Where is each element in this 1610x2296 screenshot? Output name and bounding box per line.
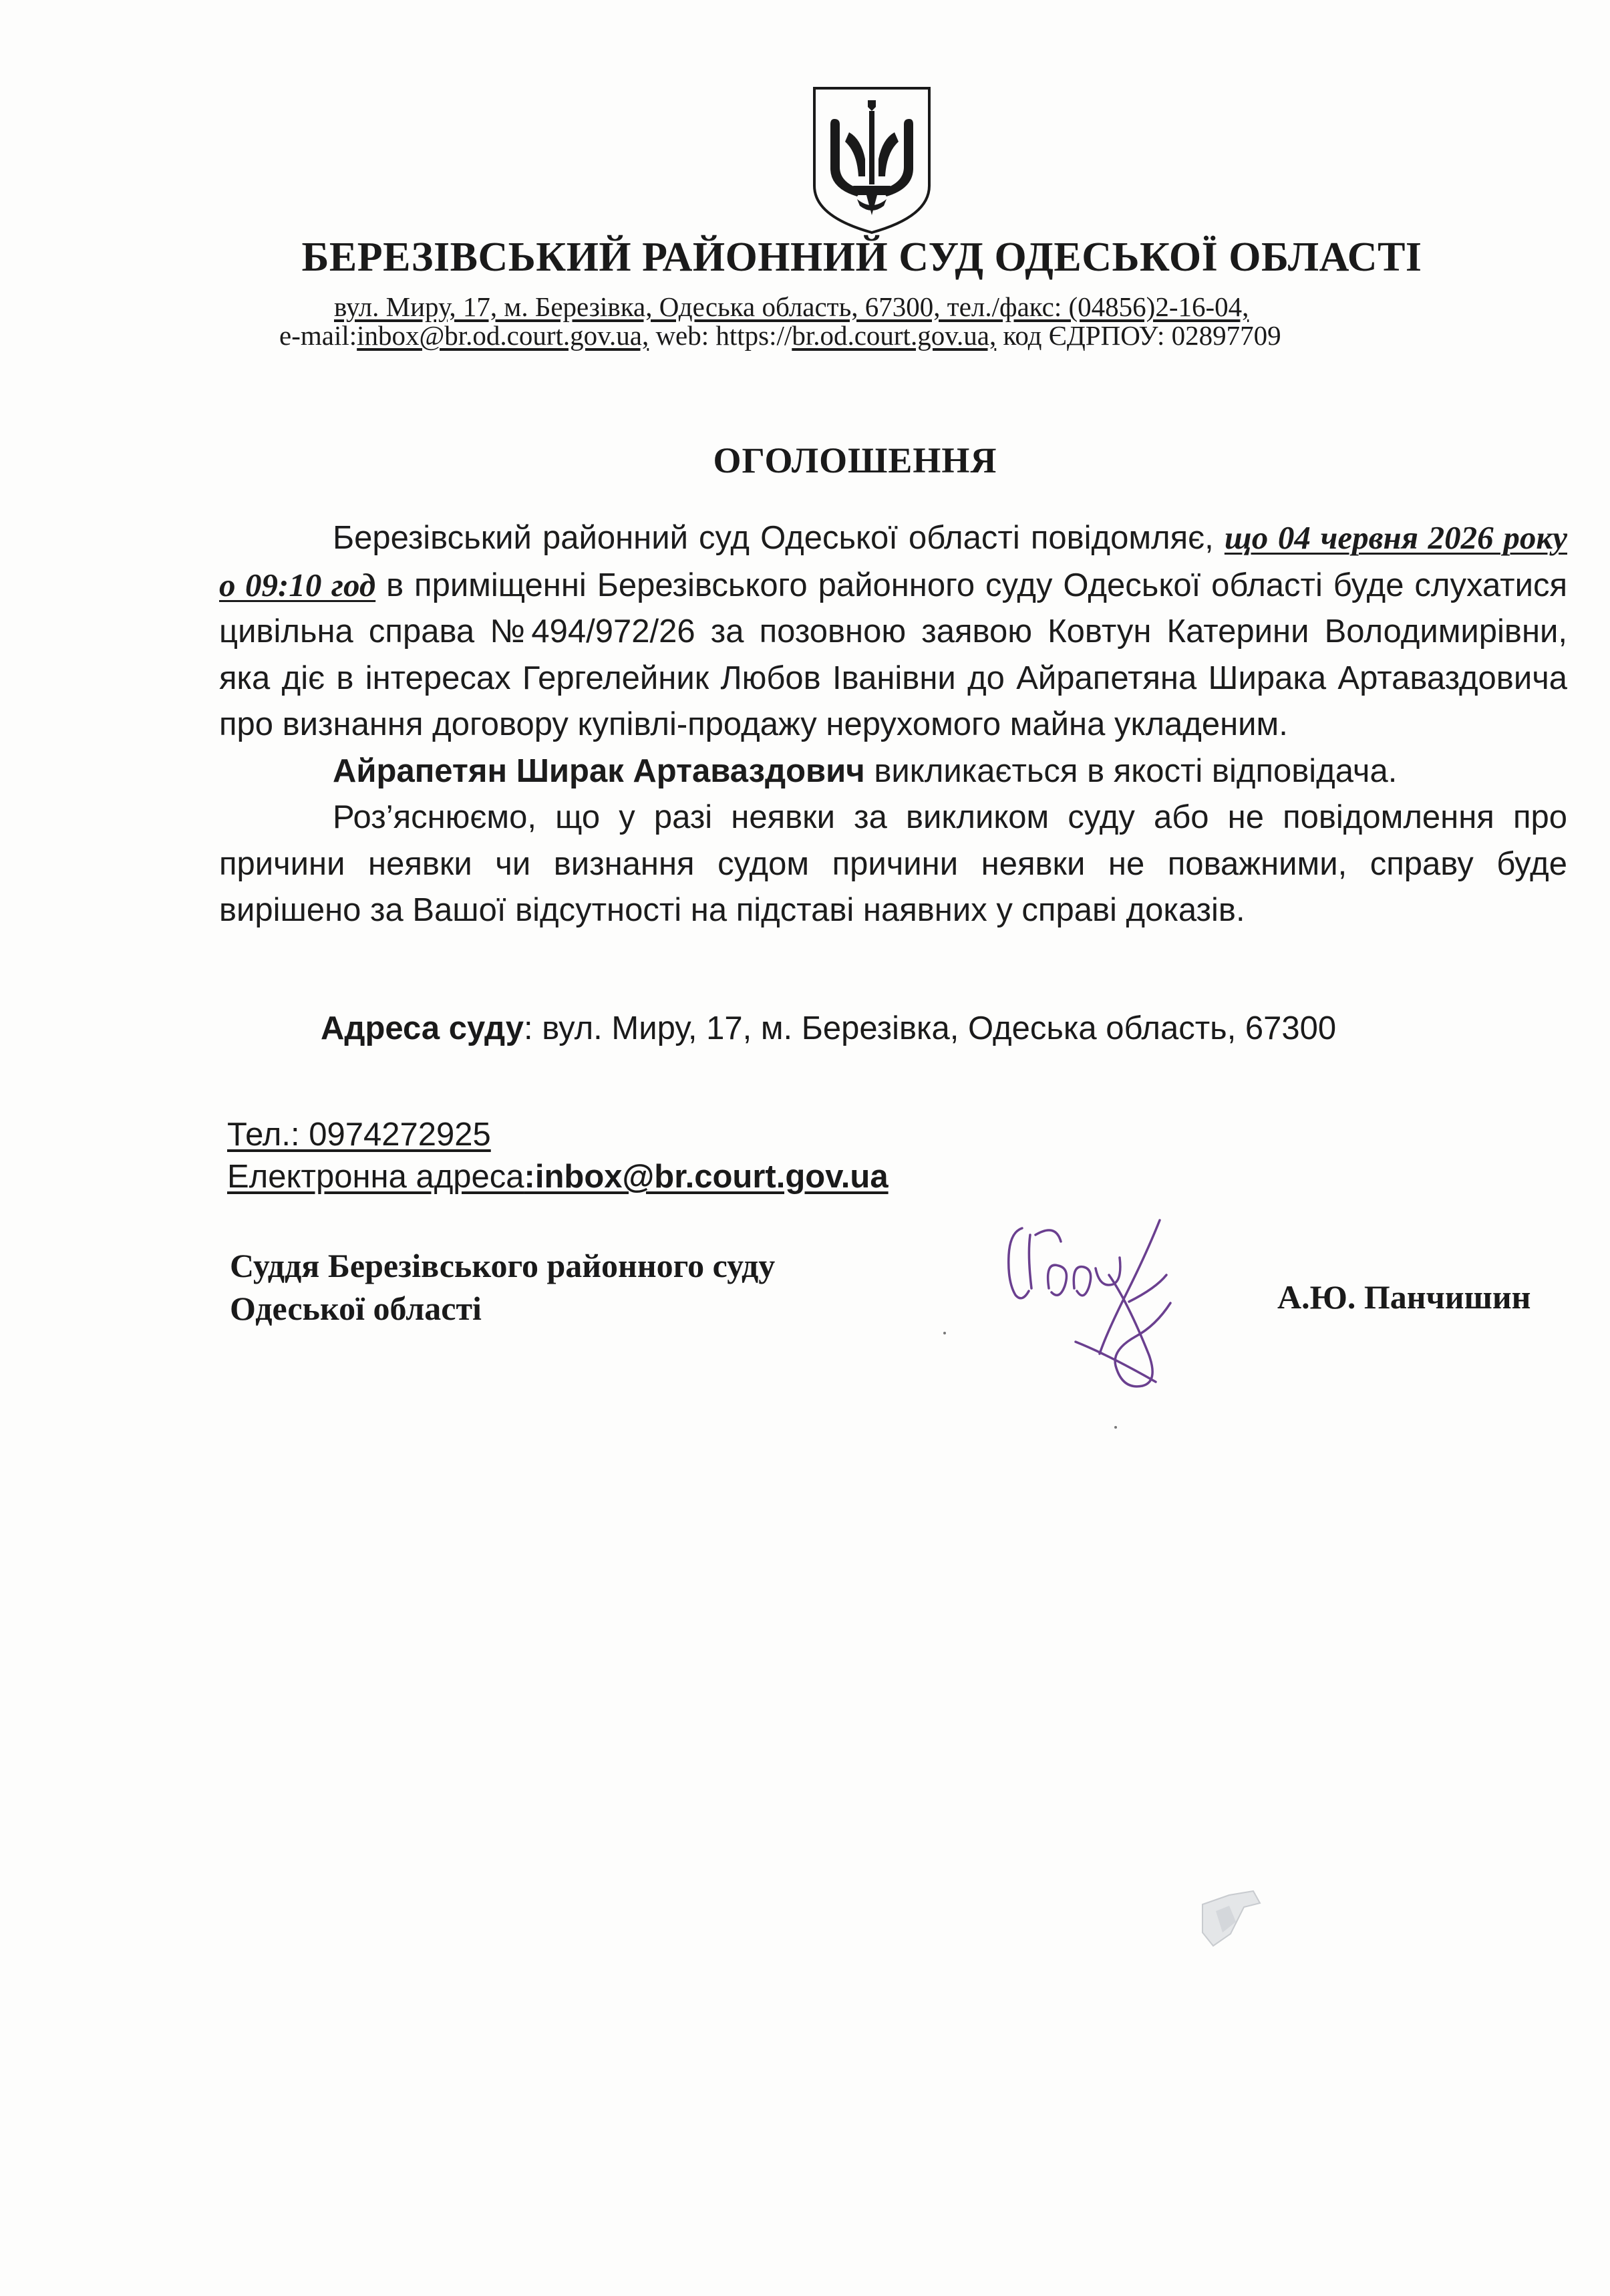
- p1-rest: в приміщенні Березівського районного суду Одеської області буде слухатися цивільна справа №494/972/26 за позовною заявою Ковтун Катерини Володимирівни, яка діє в інтересах Гергелейник Любов Іванівни до Айрапетяна Ширака Артаваздовича про визнання договору купівлі-продажу нерухомого майна укладеним.: [219, 567, 1567, 742]
- judge-position-line-1: Суддя Березівського районного суду: [230, 1247, 776, 1284]
- p1-start: Березівський районний суд Одеської області повідомляє,: [333, 520, 1225, 556]
- contact-phone: Тел.: 0974272925: [227, 1117, 491, 1153]
- announcement-title: ОГОЛОШЕННЯ: [713, 440, 997, 480]
- defendant-name: Айрапетян Ширак Артаваздович: [333, 752, 865, 789]
- email-prefix: e-mail:: [279, 320, 357, 351]
- contact-email: [227, 1158, 889, 1195]
- judge-name: А.Ю. Панчишин: [1277, 1278, 1531, 1316]
- contact-email-value[interactable]: :inbox@br.court.gov.ua: [524, 1159, 889, 1195]
- coat-of-arms-emblem: [810, 86, 933, 235]
- court-contact-line: [279, 319, 1281, 351]
- scan-artifact: [1196, 1884, 1276, 1951]
- court-address-value: : вул. Миру, 17, м. Березівка, Одеська область, 67300: [523, 1010, 1337, 1046]
- contact-email-label: Електронна адреса: [227, 1159, 524, 1195]
- edrpou-code: код ЄДРПОУ: 02897709: [996, 320, 1281, 351]
- court-address-label: Адреса суду: [321, 1010, 524, 1046]
- web-prefix: web: https://: [655, 320, 792, 351]
- court-address-phone: [334, 291, 1249, 323]
- court-address-text: вул. Миру, 17, м. Березівка, Одеська область, 67300, тел./факс: (04856)2-16-04,: [334, 291, 1249, 322]
- p2-rest: викликається в якості відповідача.: [864, 752, 1398, 789]
- announcement-body: [219, 515, 1567, 934]
- judge-position-line-2: Одеської області: [230, 1290, 482, 1327]
- handwritten-signature: [995, 1208, 1196, 1402]
- court-name-heading: БЕРЕЗІВСЬКИЙ РАЙОННИЙ СУД ОДЕСЬКОЇ ОБЛАСТІ: [301, 235, 1422, 280]
- body-paragraph-1: [219, 515, 1567, 748]
- court-email-link[interactable]: inbox@br.od.court.gov.ua,: [357, 320, 649, 351]
- hearing-date: що 04 червня 2026 року о 09:10 год: [219, 519, 1567, 603]
- judge-position: [230, 1244, 775, 1330]
- body-paragraph-3: Роз’яснюємо, що у разі неявки за викликом суду або не повідомлення про причини неявки чи визнання судом причини неявки не поважними, справу буде вирішено за Вашої відсутності на підставі наявних у справі доказів.: [219, 799, 1567, 928]
- body-paragraph-2: [219, 748, 1567, 795]
- scan-speck: [943, 1332, 946, 1334]
- court-address-block: [321, 1010, 1336, 1047]
- scan-speck: [1114, 1426, 1117, 1429]
- court-website-link[interactable]: br.od.court.gov.ua,: [792, 320, 997, 351]
